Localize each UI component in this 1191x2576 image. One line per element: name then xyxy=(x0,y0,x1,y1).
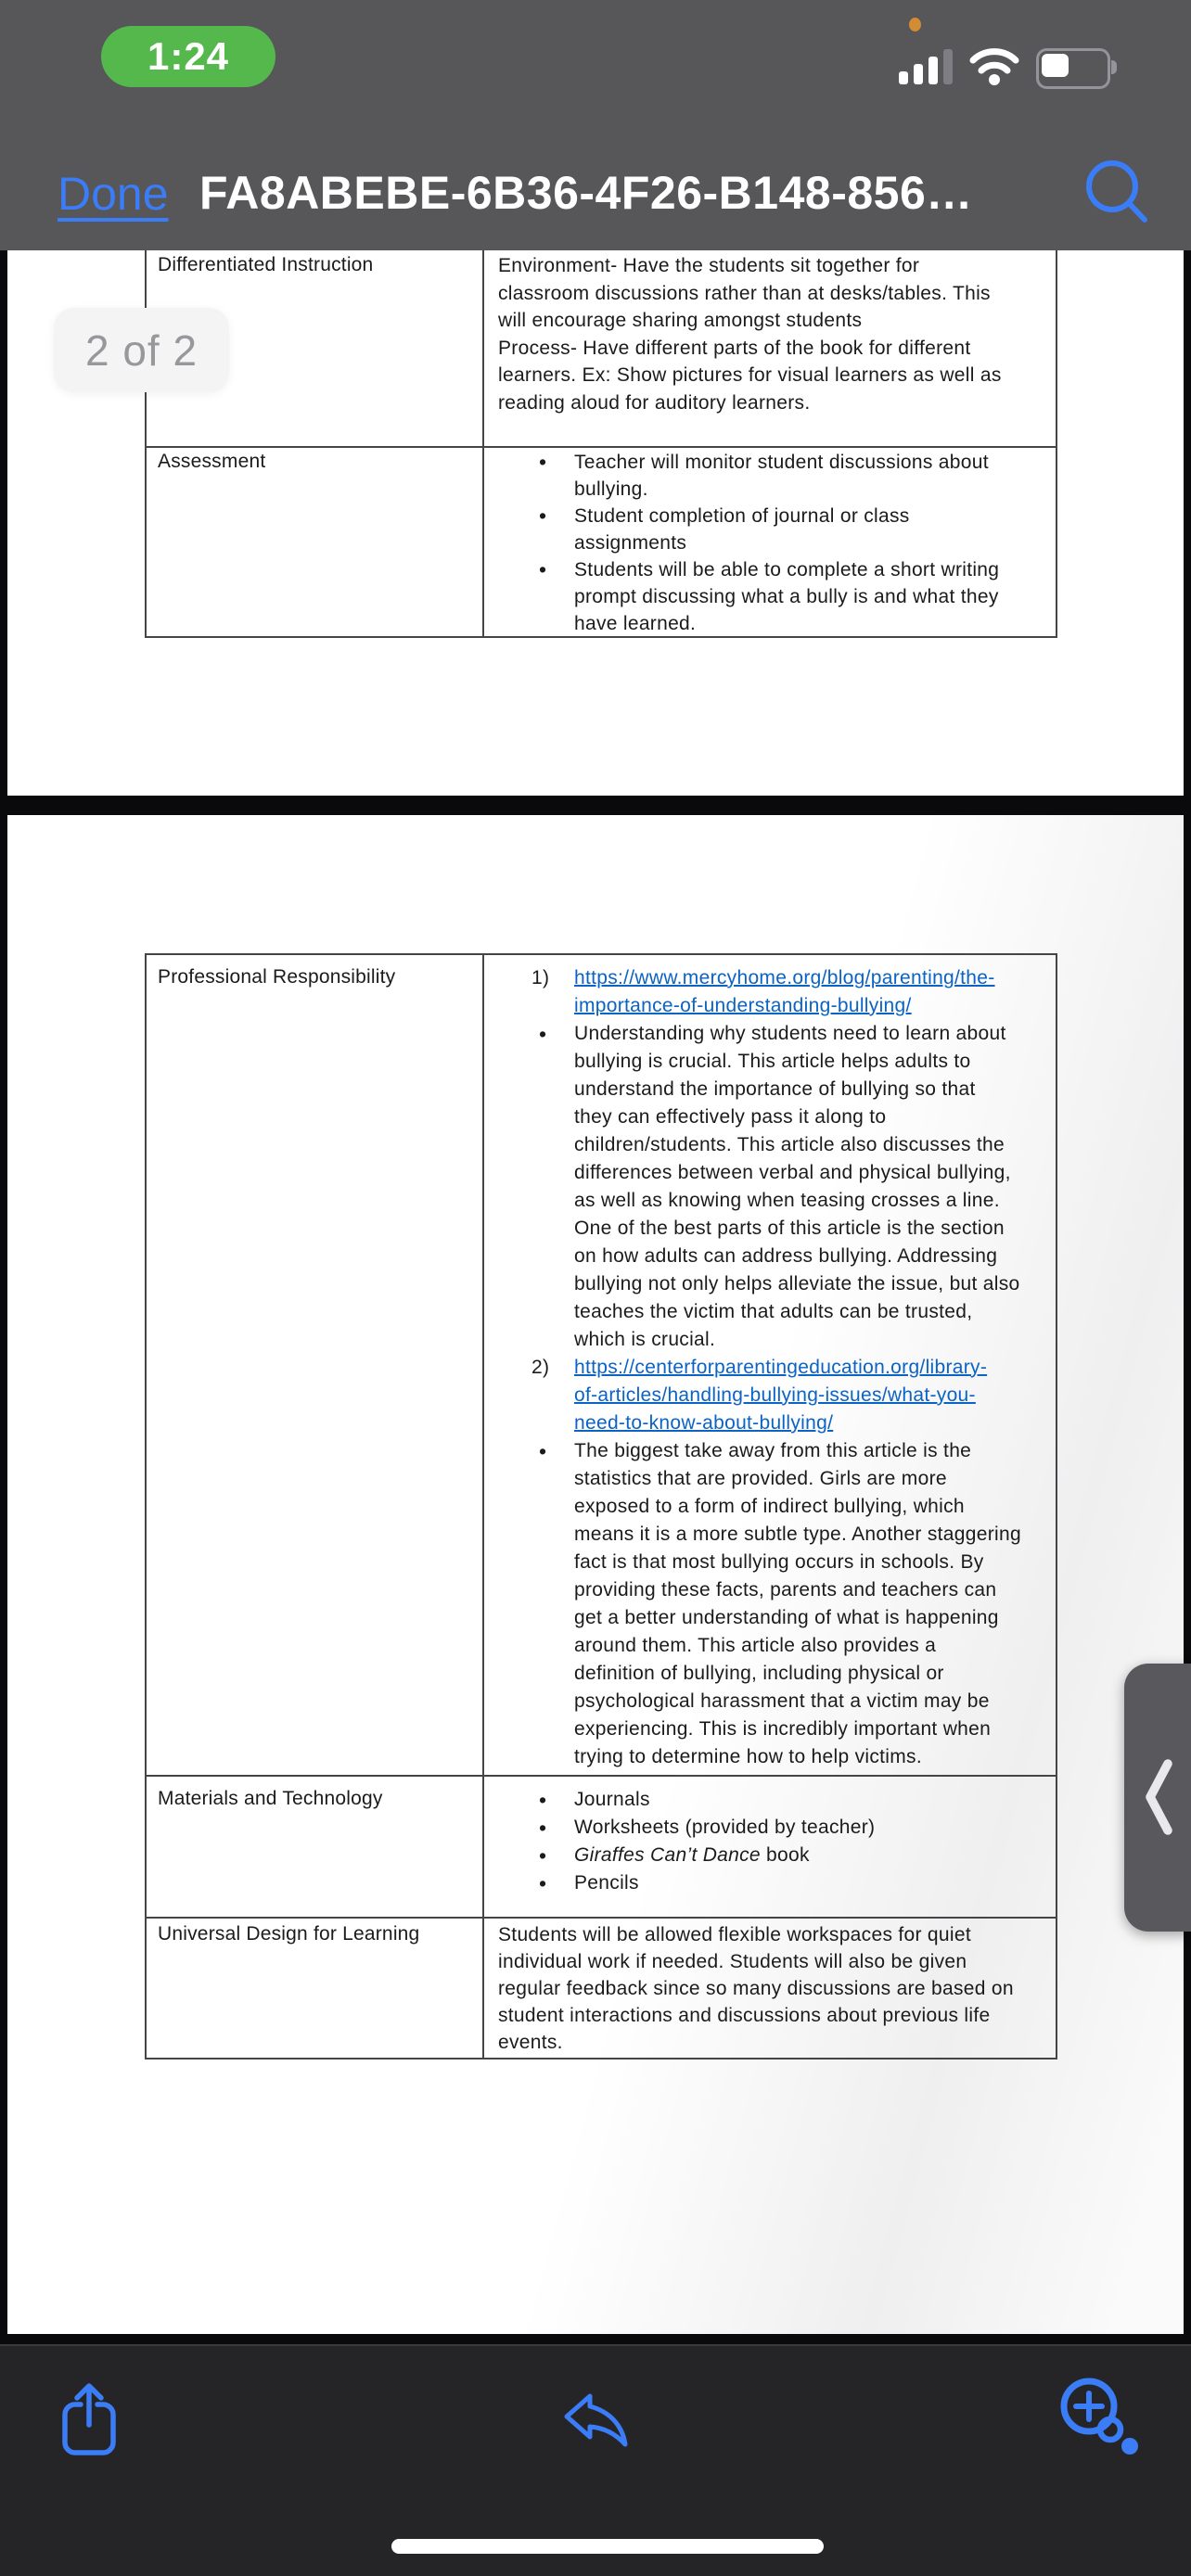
bullet-marker: • xyxy=(539,1843,547,1868)
doc-text: Students will be able to complete a short writing xyxy=(574,559,1000,580)
home-indicator[interactable] xyxy=(391,2539,824,2554)
status-time: 1:24 xyxy=(147,34,230,78)
recording-indicator-dot xyxy=(909,18,921,32)
row-content-cell xyxy=(484,1777,1056,1917)
doc-line xyxy=(484,1576,1056,1604)
doc-line xyxy=(484,1048,1056,1076)
doc-text: definition of bullying, including physical or xyxy=(574,1663,944,1684)
bullet-marker: • xyxy=(539,557,547,581)
search-icon[interactable] xyxy=(1082,158,1159,232)
lesson-plan-table-page2 xyxy=(145,953,1057,2060)
doc-line xyxy=(484,964,1056,992)
row-content-cell xyxy=(484,1919,1056,2058)
doc-line xyxy=(484,1159,1056,1187)
bottom-toolbar xyxy=(0,2346,1191,2576)
lesson-plan-table-page1 xyxy=(145,250,1057,638)
sidebar-pull-tab[interactable] xyxy=(1124,1664,1191,1932)
doc-line xyxy=(484,1437,1056,1465)
doc-line xyxy=(484,1604,1056,1632)
doc-text: Understanding why students need to learn about xyxy=(574,1023,1006,1044)
hyperlink[interactable]: importance-of-understanding-bullying/ xyxy=(574,995,912,1016)
doc-text: as well as knowing when teasing crosses a line. xyxy=(574,1190,1000,1211)
doc-text: exposed to a form of indirect bullying, which xyxy=(574,1496,965,1517)
doc-text: providing these facts, parents and teachers can xyxy=(574,1579,997,1600)
doc-text: bullying. xyxy=(574,478,648,500)
doc-line xyxy=(484,1298,1056,1326)
doc-text: Student completion of journal or class xyxy=(574,505,910,527)
doc-line xyxy=(484,1103,1056,1131)
doc-text: classroom discussions rather than at desks/tables. This xyxy=(498,282,991,304)
doc-line xyxy=(484,1215,1056,1243)
doc-text: trying to determine how to help victims. xyxy=(574,1746,922,1767)
doc-text: One of the best parts of this article is the section xyxy=(574,1218,1005,1239)
done-button[interactable]: Done xyxy=(58,168,169,220)
row-content-cell xyxy=(484,448,1056,636)
doc-text: events. xyxy=(498,2032,563,2053)
book-title-italic: Giraffes Can’t Dance xyxy=(574,1844,761,1866)
doc-line xyxy=(484,583,1056,610)
doc-line xyxy=(484,1020,1056,1048)
table-row xyxy=(147,1917,1056,2058)
doc-line xyxy=(484,1948,1056,1975)
doc-line xyxy=(484,1786,1056,1814)
doc-text: reading aloud for auditory learners. xyxy=(498,391,811,414)
zoom-add-icon[interactable] xyxy=(1059,2376,1145,2461)
bullet-marker: • xyxy=(539,1871,547,1895)
doc-text: around them. This article also provides a xyxy=(574,1635,937,1656)
document-title: FA8ABEBE-6B36-4F26-B148-856… xyxy=(199,167,973,219)
doc-line xyxy=(484,1814,1056,1842)
doc-line xyxy=(484,1382,1056,1409)
doc-line xyxy=(484,1688,1056,1715)
doc-text: will encourage sharing amongst students xyxy=(498,310,863,331)
doc-text: teaches the victim that adults can be trusted, xyxy=(574,1301,973,1322)
doc-line xyxy=(484,1660,1056,1688)
doc-line xyxy=(484,1632,1056,1660)
doc-line xyxy=(484,1187,1056,1215)
number-marker: 2) xyxy=(531,1357,550,1378)
doc-line xyxy=(484,1131,1056,1159)
hyperlink[interactable]: of-articles/handling-bullying-issues/what-you- xyxy=(574,1384,976,1406)
battery-fill xyxy=(1042,54,1069,77)
bullet-marker: • xyxy=(539,1816,547,1840)
doc-text: means it is a more subtle type. Another staggering xyxy=(574,1524,1021,1545)
table-row xyxy=(147,250,1056,446)
battery-icon xyxy=(1036,48,1110,89)
doc-line xyxy=(484,1493,1056,1521)
doc-line xyxy=(484,1743,1056,1771)
doc-line xyxy=(484,1921,1056,1948)
doc-text: differences between verbal and physical bullying, xyxy=(574,1162,1011,1183)
share-icon[interactable] xyxy=(61,2381,117,2457)
doc-text: bullying is crucial. This article helps adults to xyxy=(574,1051,971,1072)
doc-text: Worksheets (provided by teacher) xyxy=(574,1817,876,1838)
doc-line xyxy=(484,1549,1056,1576)
doc-line xyxy=(484,1842,1056,1869)
time-pill[interactable] xyxy=(101,26,275,87)
doc-text: which is crucial. xyxy=(574,1329,716,1350)
bullet-marker: • xyxy=(539,504,547,528)
doc-line xyxy=(484,992,1056,1020)
doc-text: statistics that are provided. Girls are more xyxy=(574,1468,947,1489)
doc-text: Pencils xyxy=(574,1872,639,1894)
doc-line xyxy=(484,335,1056,363)
doc-text: understand the importance of bullying so that xyxy=(574,1078,976,1100)
chevron-left-icon xyxy=(1144,1756,1173,1838)
row-content-cell xyxy=(484,955,1056,1775)
doc-line xyxy=(484,1270,1056,1298)
reply-icon[interactable] xyxy=(561,2392,634,2448)
number-marker: 1) xyxy=(531,967,550,988)
doc-text: prompt discussing what a bully is and what they xyxy=(574,586,999,607)
doc-text: The biggest take away from this article is the xyxy=(574,1440,972,1461)
doc-text: children/students. This article also discusses the xyxy=(574,1134,1005,1155)
doc-line xyxy=(484,1076,1056,1103)
doc-text: fact is that most bullying occurs in schools. By xyxy=(574,1551,984,1573)
doc-line xyxy=(484,2029,1056,2056)
row-label: Professional Responsibility xyxy=(158,966,396,988)
bullet-marker: • xyxy=(539,1439,547,1463)
cellular-signal-icon xyxy=(899,46,958,84)
doc-text xyxy=(574,1844,810,1866)
hyperlink[interactable]: https://www.mercyhome.org/blog/parenting/the- xyxy=(574,967,995,988)
doc-line xyxy=(484,556,1056,583)
doc-text: experiencing. This is incredibly important when xyxy=(574,1718,992,1740)
doc-text: book xyxy=(760,1844,810,1866)
row-label: Assessment xyxy=(158,451,266,472)
hyperlink[interactable]: https://centerforparentingeducation.org/library- xyxy=(574,1357,988,1378)
doc-text: psychological harassment that a victim may be xyxy=(574,1690,990,1712)
bullet-marker: • xyxy=(539,450,547,474)
battery-cap xyxy=(1111,60,1117,74)
row-label-cell xyxy=(147,955,484,1775)
doc-line xyxy=(484,1243,1056,1270)
doc-line xyxy=(484,1715,1056,1743)
table-row xyxy=(147,1775,1056,1917)
doc-text: Teacher will monitor student discussions about xyxy=(574,452,989,473)
doc-line xyxy=(484,476,1056,503)
page-indicator: 2 of 2 xyxy=(54,308,229,392)
doc-line xyxy=(484,1326,1056,1354)
doc-line xyxy=(484,610,1056,636)
doc-line xyxy=(484,1465,1056,1493)
doc-line xyxy=(484,529,1056,556)
header xyxy=(0,0,1191,250)
doc-line xyxy=(484,389,1056,417)
bullet-marker: • xyxy=(539,1022,547,1046)
doc-text: get a better understanding of what is happening xyxy=(574,1607,999,1628)
row-label-cell xyxy=(147,1777,484,1917)
doc-line xyxy=(484,503,1056,529)
doc-line xyxy=(484,362,1056,389)
row-label: Universal Design for Learning xyxy=(158,1923,420,1945)
doc-text: they can effectively pass it along to xyxy=(574,1106,887,1128)
document-page-1[interactable] xyxy=(7,250,1184,796)
doc-text: have learned. xyxy=(574,613,697,634)
hyperlink[interactable]: need-to-know-about-bullying/ xyxy=(574,1412,834,1434)
doc-text: learners. Ex: Show pictures for visual learners as well as xyxy=(498,364,1002,386)
row-label-cell xyxy=(147,448,484,636)
doc-text: Process- Have different parts of the book for different xyxy=(498,337,971,359)
doc-line xyxy=(484,1409,1056,1437)
document-page-2[interactable] xyxy=(7,815,1184,2334)
doc-line xyxy=(484,1521,1056,1549)
doc-line xyxy=(484,1354,1056,1382)
row-label: Materials and Technology xyxy=(158,1788,383,1809)
wifi-icon xyxy=(968,45,1020,86)
doc-text: student interactions and discussions about previous life xyxy=(498,2005,991,2026)
doc-line xyxy=(484,1975,1056,2002)
row-content-cell xyxy=(484,250,1056,446)
doc-text: assignments xyxy=(574,532,687,554)
table-row xyxy=(147,446,1056,636)
doc-text: bullying not only helps alleviate the issue, but also xyxy=(574,1273,1020,1294)
doc-text: regular feedback since so many discussions are based on xyxy=(498,1978,1014,1999)
doc-text: on how adults can address bullying. Addressing xyxy=(574,1245,998,1267)
doc-line xyxy=(484,307,1056,335)
doc-line xyxy=(484,252,1056,280)
doc-line xyxy=(484,2002,1056,2029)
doc-text: Environment- Have the students sit together for xyxy=(498,255,920,276)
table-row xyxy=(147,955,1056,1775)
row-label-cell xyxy=(147,1919,484,2058)
doc-text: Journals xyxy=(574,1789,650,1810)
doc-line xyxy=(484,449,1056,476)
doc-text: individual work if needed. Students will also be given xyxy=(498,1951,967,1972)
row-label: Differentiated Instruction xyxy=(158,254,374,275)
doc-line xyxy=(484,1869,1056,1897)
doc-line xyxy=(484,280,1056,308)
doc-text: Students will be allowed flexible workspaces for quiet xyxy=(498,1924,971,1945)
bullet-marker: • xyxy=(539,1788,547,1812)
